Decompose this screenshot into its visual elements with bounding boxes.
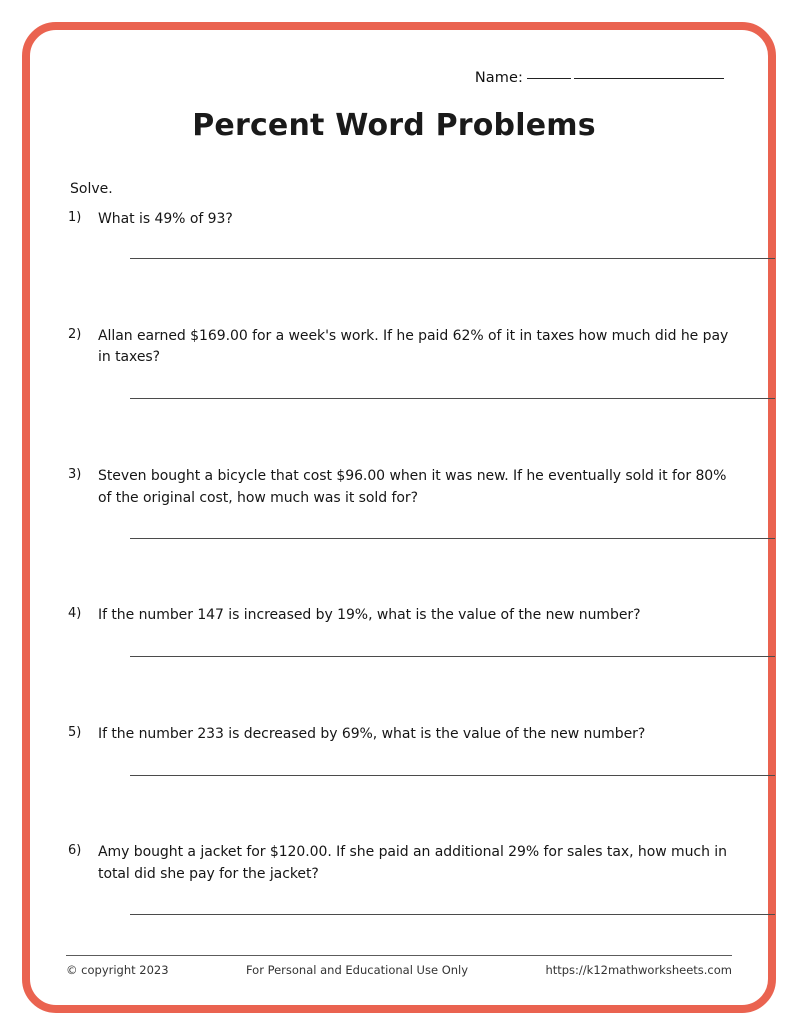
problem-item (66, 209, 732, 259)
instruction-text: Solve. (70, 181, 113, 197)
answer-line[interactable] (130, 656, 775, 657)
problem-number: 6) (68, 842, 82, 858)
problem-item (66, 326, 732, 399)
name-blank-long[interactable] (574, 77, 724, 79)
name-label-text: Name: (474, 70, 523, 86)
answer-line[interactable] (130, 398, 775, 399)
answer-line[interactable] (130, 775, 775, 776)
footer-website-url[interactable]: https://k12mathworksheets.com (545, 963, 732, 977)
answer-line[interactable] (130, 914, 775, 915)
footer-divider (66, 955, 732, 956)
name-field[interactable] (475, 70, 724, 86)
problem-number: 3) (68, 467, 82, 483)
problem-text: If the number 233 is decreased by 69%, what is the value of the new number? (98, 726, 646, 743)
footer-row (66, 963, 732, 977)
problem-item (66, 466, 732, 539)
problem-number: 5) (68, 725, 82, 741)
problem-item (66, 724, 732, 776)
page-title: Percent Word Problems (192, 108, 596, 143)
problem-text: If the number 147 is increased by 19%, what is the value of the new number? (98, 607, 641, 624)
problem-text: What is 49% of 93? (98, 211, 233, 227)
answer-line[interactable] (130, 258, 775, 259)
problem-text: Allan earned $169.00 for a week's work. If he paid 62% of it in taxes how much did he pay in taxes? (98, 327, 729, 366)
footer-usage-notice: For Personal and Educational Use Only (245, 963, 469, 977)
problem-number: 4) (68, 606, 82, 622)
problem-item (66, 842, 732, 915)
page-footer (66, 955, 732, 977)
problem-item (66, 605, 732, 657)
problem-text: Amy bought a jacket for $120.00. If she paid an additional 29% for sales tax, how much in total did she pay for the jacket? (98, 843, 727, 882)
problem-list (66, 209, 732, 915)
name-field-row (66, 56, 732, 86)
problem-text: Steven bought a bicycle that cost $96.00 when it was new. If he eventually sold it for 80% of the original cost, how much was it sold for? (98, 468, 727, 506)
footer-copyright: © copyright 2023 (66, 963, 169, 977)
problem-number: 2) (68, 326, 82, 342)
answer-line[interactable] (130, 538, 775, 539)
worksheet-content (30, 30, 768, 1005)
problem-number: 1) (68, 210, 82, 225)
name-blank-short[interactable] (527, 77, 571, 79)
page-border-frame (22, 22, 776, 1013)
